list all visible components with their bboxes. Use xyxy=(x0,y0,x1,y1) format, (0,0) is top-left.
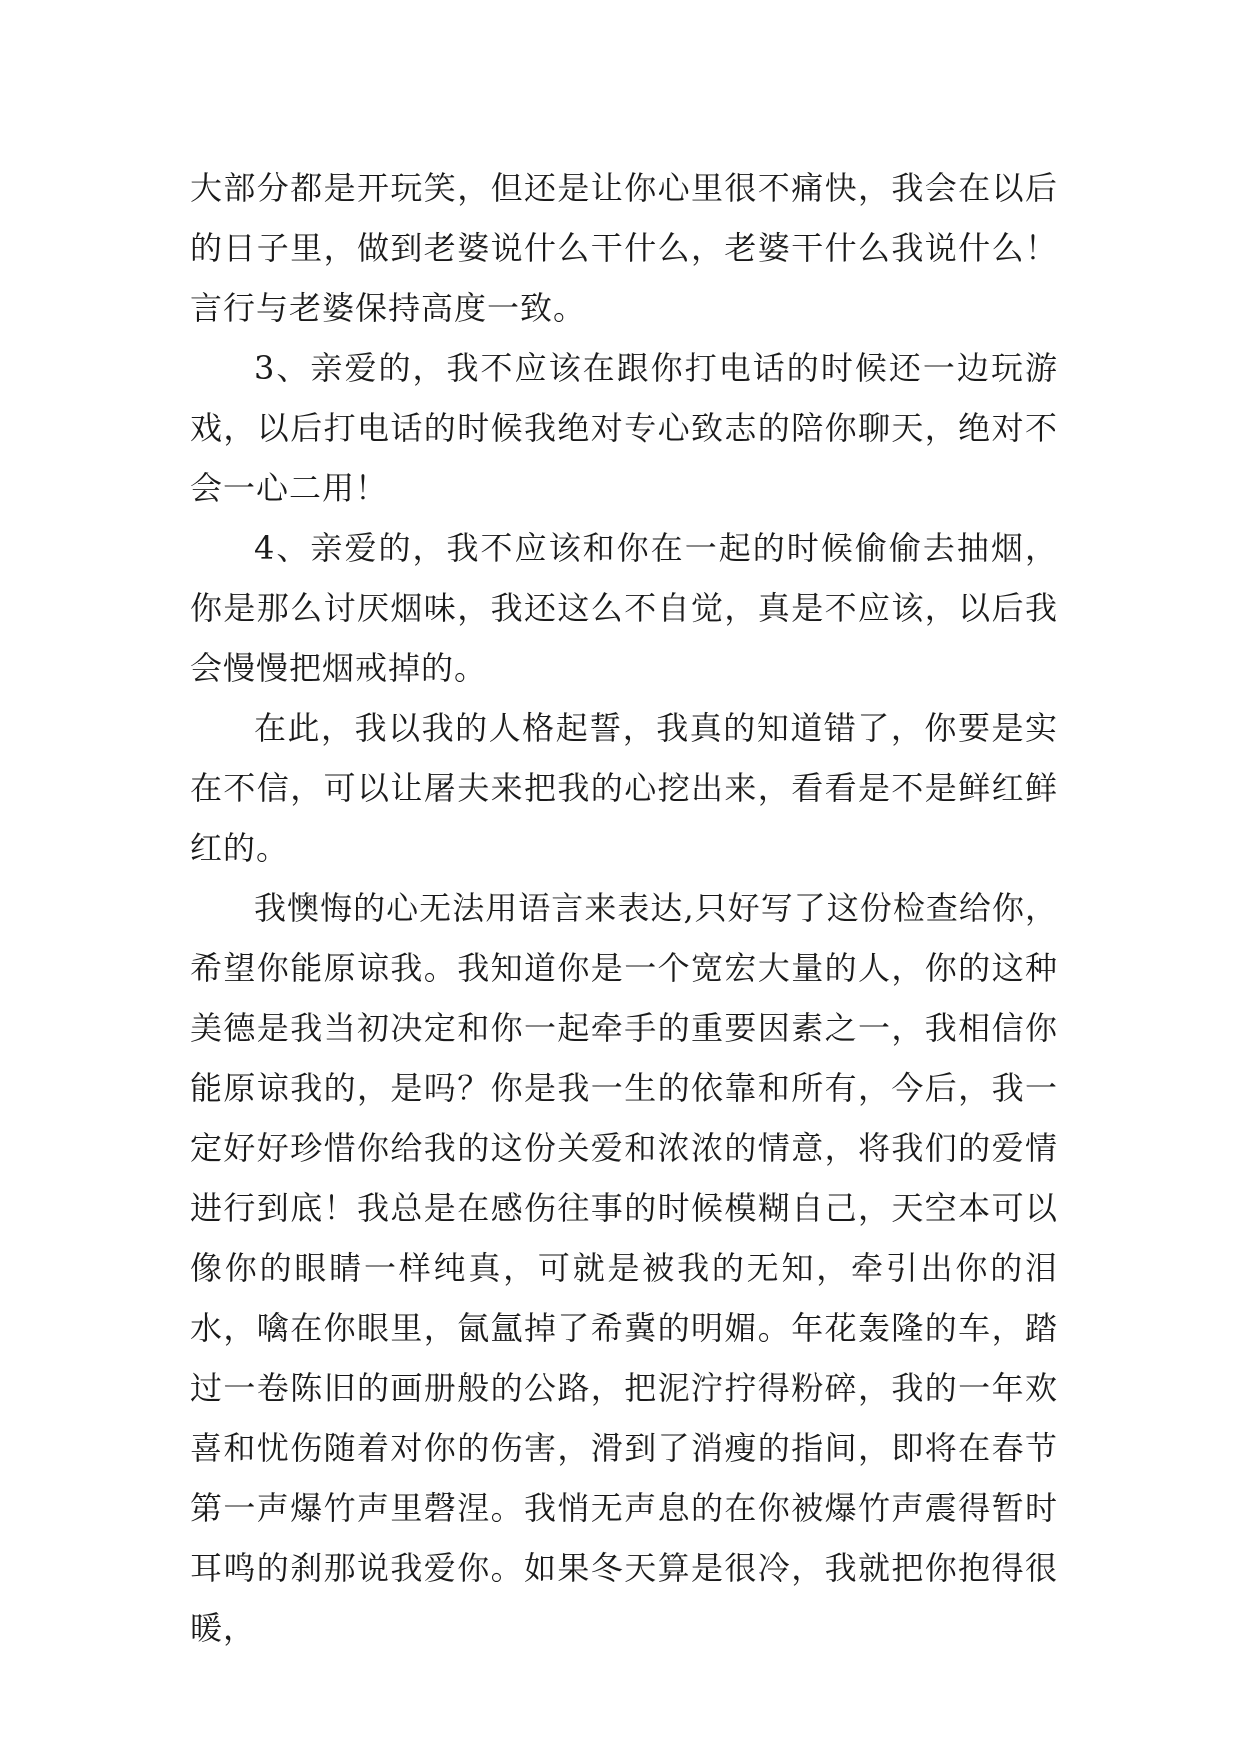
paragraph-4: 在此，我以我的人格起誓，我真的知道错了，你要是实在不信，可以让屠夫来把我的心挖出来，看看是不是鲜红鲜红的。 xyxy=(190,709,1058,867)
document-body xyxy=(190,158,1058,1658)
paragraph-1: 大部分都是开玩笑，但还是让你心里很不痛快，我会在以后的日子里，做到老婆说什么干什么，老婆干什么我说什么！言行与老婆保持高度一致。 xyxy=(190,169,1058,327)
paragraph-2: 3、亲爱的，我不应该在跟你打电话的时候还一边玩游戏，以后打电话的时候我绝对专心致志的陪你聊天，绝对不会一心二用！ xyxy=(190,349,1058,507)
paragraph-3: 4、亲爱的，我不应该和你在一起的时候偷偷去抽烟，你是那么讨厌烟味，我还这么不自觉，真是不应该，以后我会慢慢把烟戒掉的。 xyxy=(190,529,1058,687)
paragraph-5: 我懊悔的心无法用语言来表达,只好写了这份检查给你，希望你能原谅我。我知道你是一个宽宏大量的人，你的这种美德是我当初决定和你一起牵手的重要因素之一，我相信你能原谅我的，是吗？你是我一生的依靠和所有，今后，我一定好好珍惜你给我的这份关爱和浓浓的情意，将我们的爱情进行到底！我总是在感伤往事的时候模糊自己，天空本可以像你的眼睛一样纯真，可就是被我的无知，牵引出你的泪水，噙在你眼里，氤氲掉了希冀的明媚。年花轰隆的车，踏过一卷陈旧的画册般的公路，把泥泞拧得粉碎，我的一年欢喜和忧伤随着对你的伤害，滑到了消瘦的指间，即将在春节第一声爆竹声里磬涅。我悄无声息的在你被爆竹声震得暂时耳鸣的刹那说我爱你。如果冬天算是很冷，我就把你抱得很暖， xyxy=(190,889,1058,1647)
